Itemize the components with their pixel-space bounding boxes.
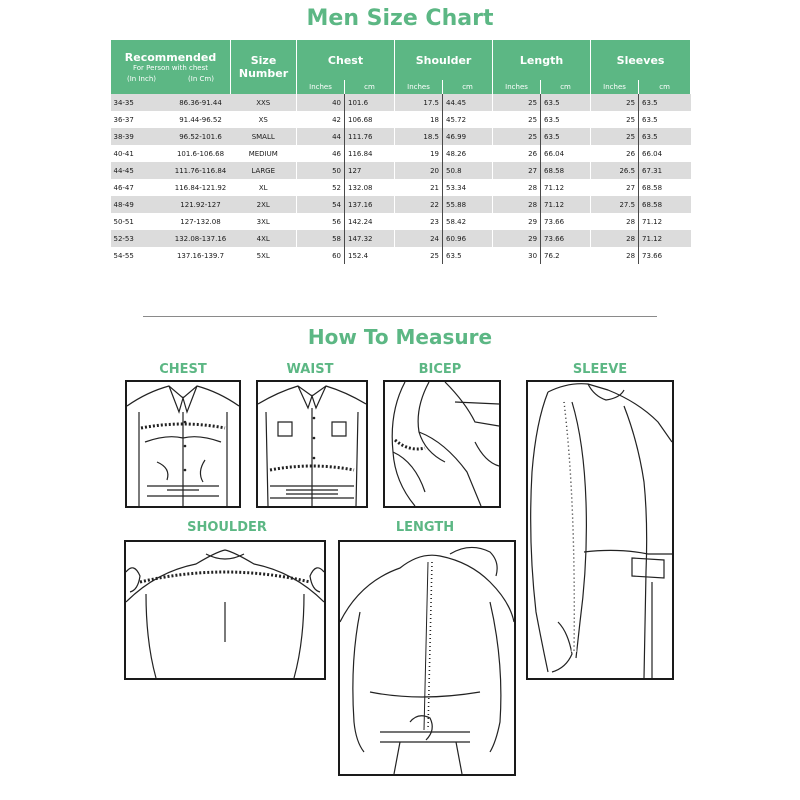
cell-size: 2XL <box>231 196 297 213</box>
illustration-shoulder <box>124 540 326 680</box>
cell-size: XXS <box>231 94 297 111</box>
cell-sleeves-in: 25 <box>591 128 639 145</box>
label-waist: WAIST <box>286 362 334 377</box>
cell-chest-inch: 48-49 <box>111 196 171 213</box>
cell-length-cm: 71.12 <box>541 196 591 213</box>
cell-shoulder-cm: 44.45 <box>443 94 493 111</box>
cell-sleeves-in: 28 <box>591 213 639 230</box>
cell-chest-inch: 46-47 <box>111 179 171 196</box>
cell-sleeves-in: 27.5 <box>591 196 639 213</box>
cell-length-in: 27 <box>493 162 541 179</box>
cell-chest-in: 46 <box>297 145 345 162</box>
cell-length-in: 29 <box>493 230 541 247</box>
cell-chest-inch: 52-53 <box>111 230 171 247</box>
cell-chest-cm: 132.08 <box>345 179 395 196</box>
cell-chest-cm-range: 121.92-127 <box>171 196 231 213</box>
cell-sleeves-in: 26.5 <box>591 162 639 179</box>
label-sleeve: SLEEVE <box>572 362 628 377</box>
illustration-length <box>338 540 516 776</box>
cell-chest-in: 58 <box>297 230 345 247</box>
cell-chest-cm: 111.76 <box>345 128 395 145</box>
cell-shoulder-cm: 53.34 <box>443 179 493 196</box>
cell-chest-in: 52 <box>297 179 345 196</box>
cell-shoulder-in: 24 <box>395 230 443 247</box>
chart-title: Men Size Chart <box>306 6 494 31</box>
table-row <box>111 94 691 111</box>
section-divider <box>143 316 657 317</box>
table-row <box>111 179 691 196</box>
cell-shoulder-cm: 63.5 <box>443 247 493 264</box>
cell-shoulder-cm: 48.26 <box>443 145 493 162</box>
header-in-inch: (In Inch) <box>127 75 156 83</box>
cell-sleeves-cm: 63.5 <box>639 94 691 111</box>
cell-chest-cm: 127 <box>345 162 395 179</box>
cell-shoulder-cm: 58.42 <box>443 213 493 230</box>
cell-length-in: 28 <box>493 196 541 213</box>
cell-chest-cm-range: 91.44-96.52 <box>171 111 231 128</box>
cell-size: LARGE <box>231 162 297 179</box>
header-shoulder: Shoulder <box>395 40 493 80</box>
cell-length-cm: 76.2 <box>541 247 591 264</box>
illustration-bicep <box>383 380 501 508</box>
cell-sleeves-cm: 63.5 <box>639 128 691 145</box>
subheader-cm: cm <box>541 80 591 94</box>
illustration-chest <box>125 380 241 508</box>
cell-chest-cm: 142.24 <box>345 213 395 230</box>
cell-shoulder-cm: 46.99 <box>443 128 493 145</box>
cell-length-in: 30 <box>493 247 541 264</box>
cell-shoulder-in: 17.5 <box>395 94 443 111</box>
cell-chest-cm: 106.68 <box>345 111 395 128</box>
table-row <box>111 111 691 128</box>
length-back-icon <box>340 542 514 774</box>
cell-sleeves-in: 28 <box>591 247 639 264</box>
cell-sleeves-in: 25 <box>591 94 639 111</box>
table-row <box>111 162 691 179</box>
cell-length-cm: 68.58 <box>541 162 591 179</box>
cell-length-cm: 66.04 <box>541 145 591 162</box>
header-recommended-sub: For Person with chest <box>133 64 208 72</box>
cell-chest-inch: 44-45 <box>111 162 171 179</box>
cell-size: 3XL <box>231 213 297 230</box>
table-row <box>111 247 691 264</box>
cell-chest-cm-range: 101.6-106.68 <box>171 145 231 162</box>
cell-size: 5XL <box>231 247 297 264</box>
cell-chest-in: 44 <box>297 128 345 145</box>
bicep-arm-icon <box>385 382 499 506</box>
subheader-inches: Inches <box>493 80 541 94</box>
cell-chest-cm-range: 96.52-101.6 <box>171 128 231 145</box>
cell-sleeves-cm: 71.12 <box>639 230 691 247</box>
subheader-cm: cm <box>345 80 395 94</box>
subheader-inches: Inches <box>591 80 639 94</box>
label-chest: CHEST <box>159 362 207 377</box>
cell-chest-cm-range: 116.84-121.92 <box>171 179 231 196</box>
cell-length-in: 28 <box>493 179 541 196</box>
cell-size: XS <box>231 111 297 128</box>
cell-length-cm: 63.5 <box>541 128 591 145</box>
cell-sleeves-in: 27 <box>591 179 639 196</box>
header-chest: Chest <box>297 40 395 80</box>
cell-length-cm: 63.5 <box>541 94 591 111</box>
cell-length-in: 29 <box>493 213 541 230</box>
cell-chest-inch: 54-55 <box>111 247 171 264</box>
cell-sleeves-in: 25 <box>591 111 639 128</box>
cell-length-in: 25 <box>493 128 541 145</box>
cell-sleeves-cm: 73.66 <box>639 247 691 264</box>
cell-sleeves-cm: 68.58 <box>639 179 691 196</box>
cell-length-cm: 71.12 <box>541 179 591 196</box>
table-row <box>111 213 691 230</box>
cell-chest-cm: 116.84 <box>345 145 395 162</box>
cell-size: SMALL <box>231 128 297 145</box>
table-row <box>111 196 691 213</box>
cell-shoulder-in: 23 <box>395 213 443 230</box>
cell-chest-in: 54 <box>297 196 345 213</box>
cell-size: 4XL <box>231 230 297 247</box>
cell-shoulder-cm: 60.96 <box>443 230 493 247</box>
cell-length-in: 25 <box>493 111 541 128</box>
label-bicep: BICEP <box>418 362 462 377</box>
subheader-cm: cm <box>443 80 493 94</box>
header-length: Length <box>493 40 591 80</box>
cell-chest-in: 40 <box>297 94 345 111</box>
cell-chest-cm-range: 127-132.08 <box>171 213 231 230</box>
header-in-cm: (In Cm) <box>188 75 214 83</box>
cell-length-in: 26 <box>493 145 541 162</box>
measure-title: How To Measure <box>307 325 493 349</box>
cell-shoulder-in: 25 <box>395 247 443 264</box>
cell-length-cm: 63.5 <box>541 111 591 128</box>
cell-shoulder-in: 18 <box>395 111 443 128</box>
cell-chest-inch: 38-39 <box>111 128 171 145</box>
cell-chest-cm-range: 137.16-139.7 <box>171 247 231 264</box>
cell-chest-cm-range: 86.36-91.44 <box>171 94 231 111</box>
cell-size: MEDIUM <box>231 145 297 162</box>
cell-sleeves-cm: 67.31 <box>639 162 691 179</box>
cell-shoulder-in: 21 <box>395 179 443 196</box>
cell-shoulder-cm: 55.88 <box>443 196 493 213</box>
cell-chest-cm: 101.6 <box>345 94 395 111</box>
cell-sleeves-in: 28 <box>591 230 639 247</box>
size-chart-table <box>110 40 691 264</box>
table-row <box>111 128 691 145</box>
cell-size: XL <box>231 179 297 196</box>
cell-sleeves-cm: 66.04 <box>639 145 691 162</box>
cell-shoulder-in: 18.5 <box>395 128 443 145</box>
table-row <box>111 145 691 162</box>
cell-sleeves-cm: 68.58 <box>639 196 691 213</box>
cell-chest-in: 60 <box>297 247 345 264</box>
cell-chest-cm: 137.16 <box>345 196 395 213</box>
chest-shirt-icon <box>127 382 239 506</box>
illustration-sleeve <box>526 380 674 680</box>
cell-chest-inch: 50-51 <box>111 213 171 230</box>
shoulder-back-icon <box>126 542 324 678</box>
cell-shoulder-cm: 45.72 <box>443 111 493 128</box>
cell-shoulder-in: 22 <box>395 196 443 213</box>
header-size-number: Size Number <box>231 40 297 94</box>
cell-sleeves-cm: 71.12 <box>639 213 691 230</box>
sleeve-arm-icon <box>528 382 672 678</box>
cell-length-cm: 73.66 <box>541 230 591 247</box>
subheader-cm: cm <box>639 80 691 94</box>
cell-chest-cm-range: 132.08-137.16 <box>171 230 231 247</box>
cell-shoulder-cm: 50.8 <box>443 162 493 179</box>
subheader-inches: Inches <box>297 80 345 94</box>
label-length: LENGTH <box>395 520 455 535</box>
waist-shirt-icon <box>258 382 366 506</box>
cell-chest-cm-range: 111.76-116.84 <box>171 162 231 179</box>
cell-chest-cm: 147.32 <box>345 230 395 247</box>
cell-shoulder-in: 20 <box>395 162 443 179</box>
cell-shoulder-in: 19 <box>395 145 443 162</box>
cell-sleeves-cm: 63.5 <box>639 111 691 128</box>
table-row <box>111 230 691 247</box>
label-shoulder: SHOULDER <box>187 520 267 535</box>
cell-length-cm: 73.66 <box>541 213 591 230</box>
cell-chest-inch: 36-37 <box>111 111 171 128</box>
cell-sleeves-in: 26 <box>591 145 639 162</box>
cell-chest-inch: 40-41 <box>111 145 171 162</box>
header-recommended-label: Recommended <box>124 51 217 64</box>
header-recommended <box>111 40 231 94</box>
cell-chest-in: 56 <box>297 213 345 230</box>
cell-chest-inch: 34-35 <box>111 94 171 111</box>
illustration-waist <box>256 380 368 508</box>
subheader-inches: Inches <box>395 80 443 94</box>
cell-chest-cm: 152.4 <box>345 247 395 264</box>
cell-chest-in: 42 <box>297 111 345 128</box>
cell-length-in: 25 <box>493 94 541 111</box>
header-sleeves: Sleeves <box>591 40 691 80</box>
cell-chest-in: 50 <box>297 162 345 179</box>
